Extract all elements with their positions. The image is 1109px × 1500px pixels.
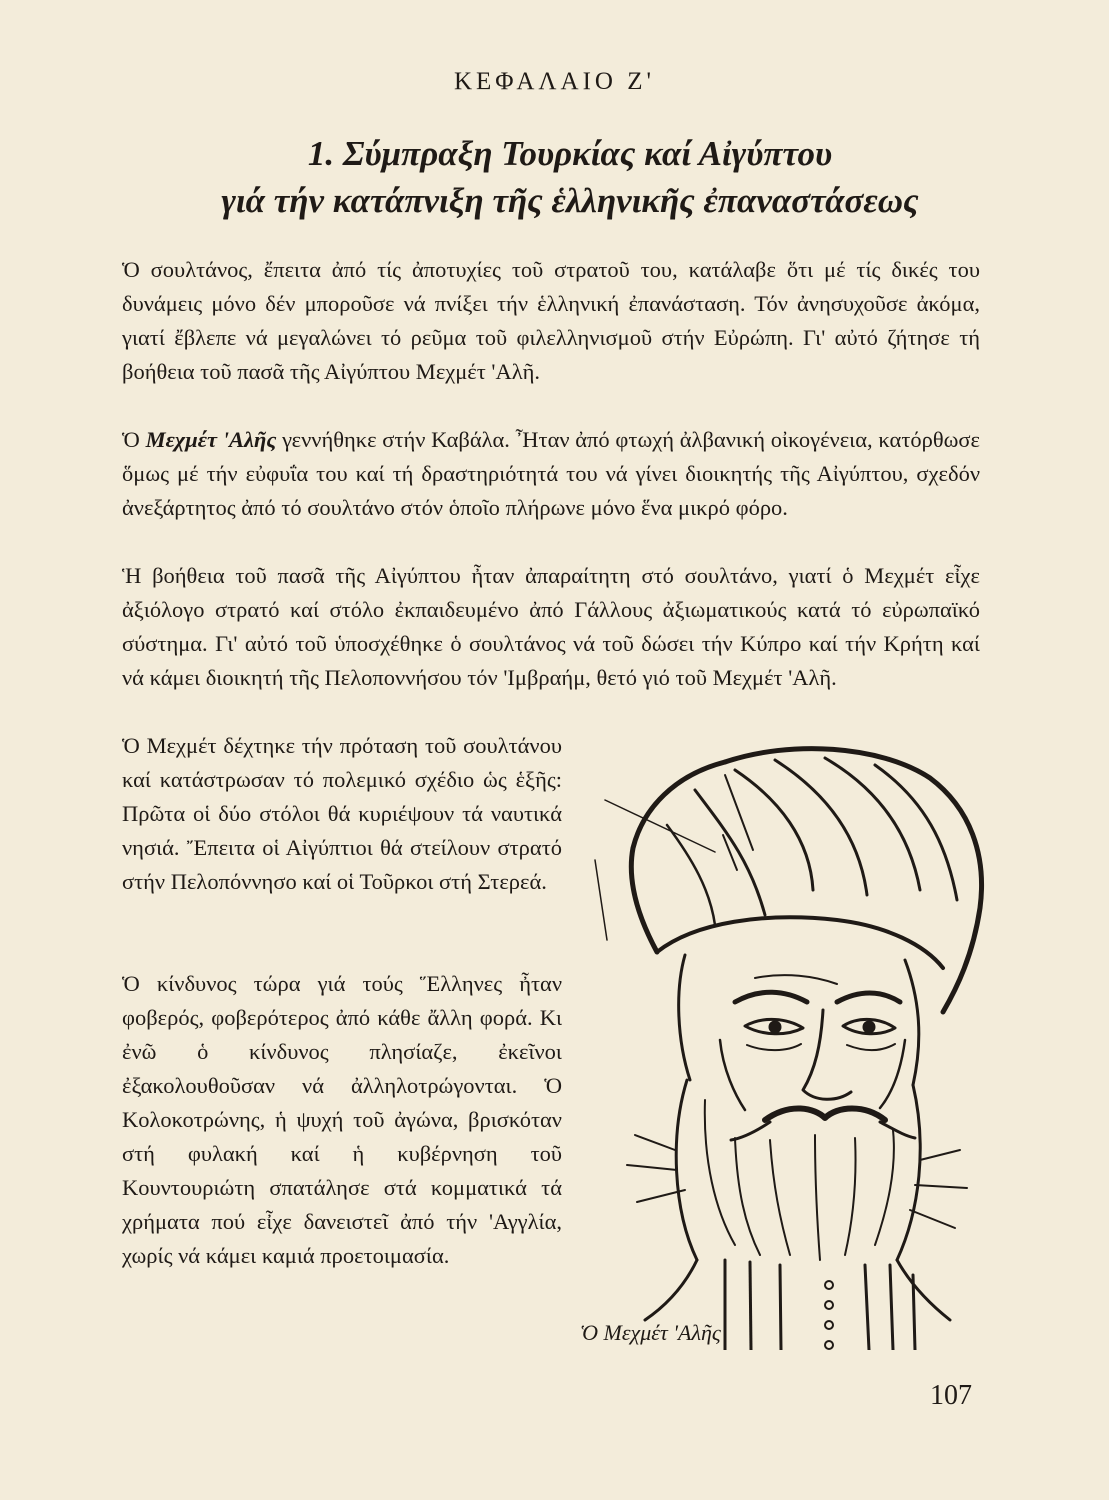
paragraph-2-lead: Ὁ (122, 427, 140, 452)
section-title (150, 130, 990, 224)
section-title-line-2: γιά τήν κατάπνιξη τῆς ἑλληνικῆς ἐπαναστάσεως (221, 181, 919, 220)
mehmet-ali-portrait-illustration (575, 740, 995, 1350)
paragraph-3: Ἡ βοήθεια τοῦ πασᾶ τῆς Αἰγύπτου ἦταν ἀπαραίτητη στό σουλτάνο, γιατί ὁ Μεχμέτ εἶχε ἀξιόλογο στρατό καί στόλο ἐκπαιδευμένο ἀπό Γάλλους ἀξιωματικούς κατά τό εὐρωπαϊκό σύστημα. Γι' αὐτό τοῦ ὑποσχέθηκε ὁ σουλτάνος νά τοῦ δώσει τήν Κύπρο καί τήν Κρήτη καί νά κάμει διοικητή τῆς Πελοποννήσου τόν 'Ιμβραήμ, θετό γιό τοῦ Μεχμέτ 'Αλῆ. (122, 563, 980, 690)
paragraph-5: Ὁ κίνδυνος τώρα γιά τούς Ἕλληνες ἦταν φοβερός, φοβερότερος ἀπό κάθε ἄλλη φορά. Κι ἐνῶ ὁ κίνδυνος πλησίαζε, ἐκεῖνοι ἐξακολουθοῦσαν νά ἀλληλοτρώγονται. Ὁ Κολοκοτρώνης, ἡ ψυχή τοῦ ἀγώνα, βρισκόταν στή φυλακή καί ἡ κυβέρνηση τοῦ Κουντουριώτη σπατάλησε στά κομματικά τά χρήματα πού εἶχε δανειστεῖ ἀπό τήν 'Αγγλία, χωρίς νά κάμει καμιά προετοιμασία. (122, 971, 562, 1268)
paragraph-2 (122, 423, 980, 525)
paragraph-2-body: γεννήθηκε στήν Καβάλα. Ἦταν ἀπό φτωχή ἀλβανική οἰκογένεια, κατόρθωσε ὅμως μέ τήν εὐφυΐα του καί τή δραστηριότητά του νά γίνει διοικητής τῆς Αἰγύπτου, σχεδόν ἀνεξάρτητος ἀπό τό σουλτάνο στόν ὁποῖο πλήρωνε μόνο ἕνα μικρό φόρο. (122, 427, 981, 520)
section-title-line-1: 1. Σύμπραξη Τουρκίας καί Αἰγύπτου (307, 134, 833, 173)
page-number: 107 (930, 1380, 972, 1411)
mehmet-ali-name: Μεχμέτ 'Αλῆς (145, 427, 277, 452)
paragraph-1: Ὁ σουλτάνος, ἔπειτα ἀπό τίς ἀποτυχίες τοῦ στρατοῦ του, κατάλαβε ὅτι μέ τίς δικές του δυνάμεις μόνο δέν μποροῦσε νά πνίξει τήν ἑλληνική ἐπανάσταση. Τόν ἀνησυχοῦσε ἀκόμα, γιατί ἔβλεπε νά μεγαλώνει τό ρεῦμα τοῦ φιλελληνισμοῦ στήν Εὐρώπη. Γι' αὐτό ζήτησε τή βοήθεια τοῦ πασᾶ τῆς Αἰγύπτου Μεχμέτ 'Αλῆ. (122, 257, 980, 384)
chapter-heading: ΚΕΦΑΛΑΙΟ Ζ' (453, 68, 656, 95)
paragraph-4: Ὁ Μεχμέτ δέχτηκε τήν πρόταση τοῦ σουλτάνου καί κατάστρωσαν τό πολεμικό σχέδιο ὡς ἑξῆς: Πρῶτα οἱ δύο στόλοι θά κυριέψουν τά ναυτικά νησιά. Ἔπειτα οἱ Αἰγύπτιοι θά στείλουν στρατό στήν Πελοπόννησο καί οἱ Τοῦρκοι στή Στερεά. (122, 733, 562, 894)
portrait-caption: Ὁ Μεχμέτ 'Αλῆς (580, 1320, 721, 1345)
